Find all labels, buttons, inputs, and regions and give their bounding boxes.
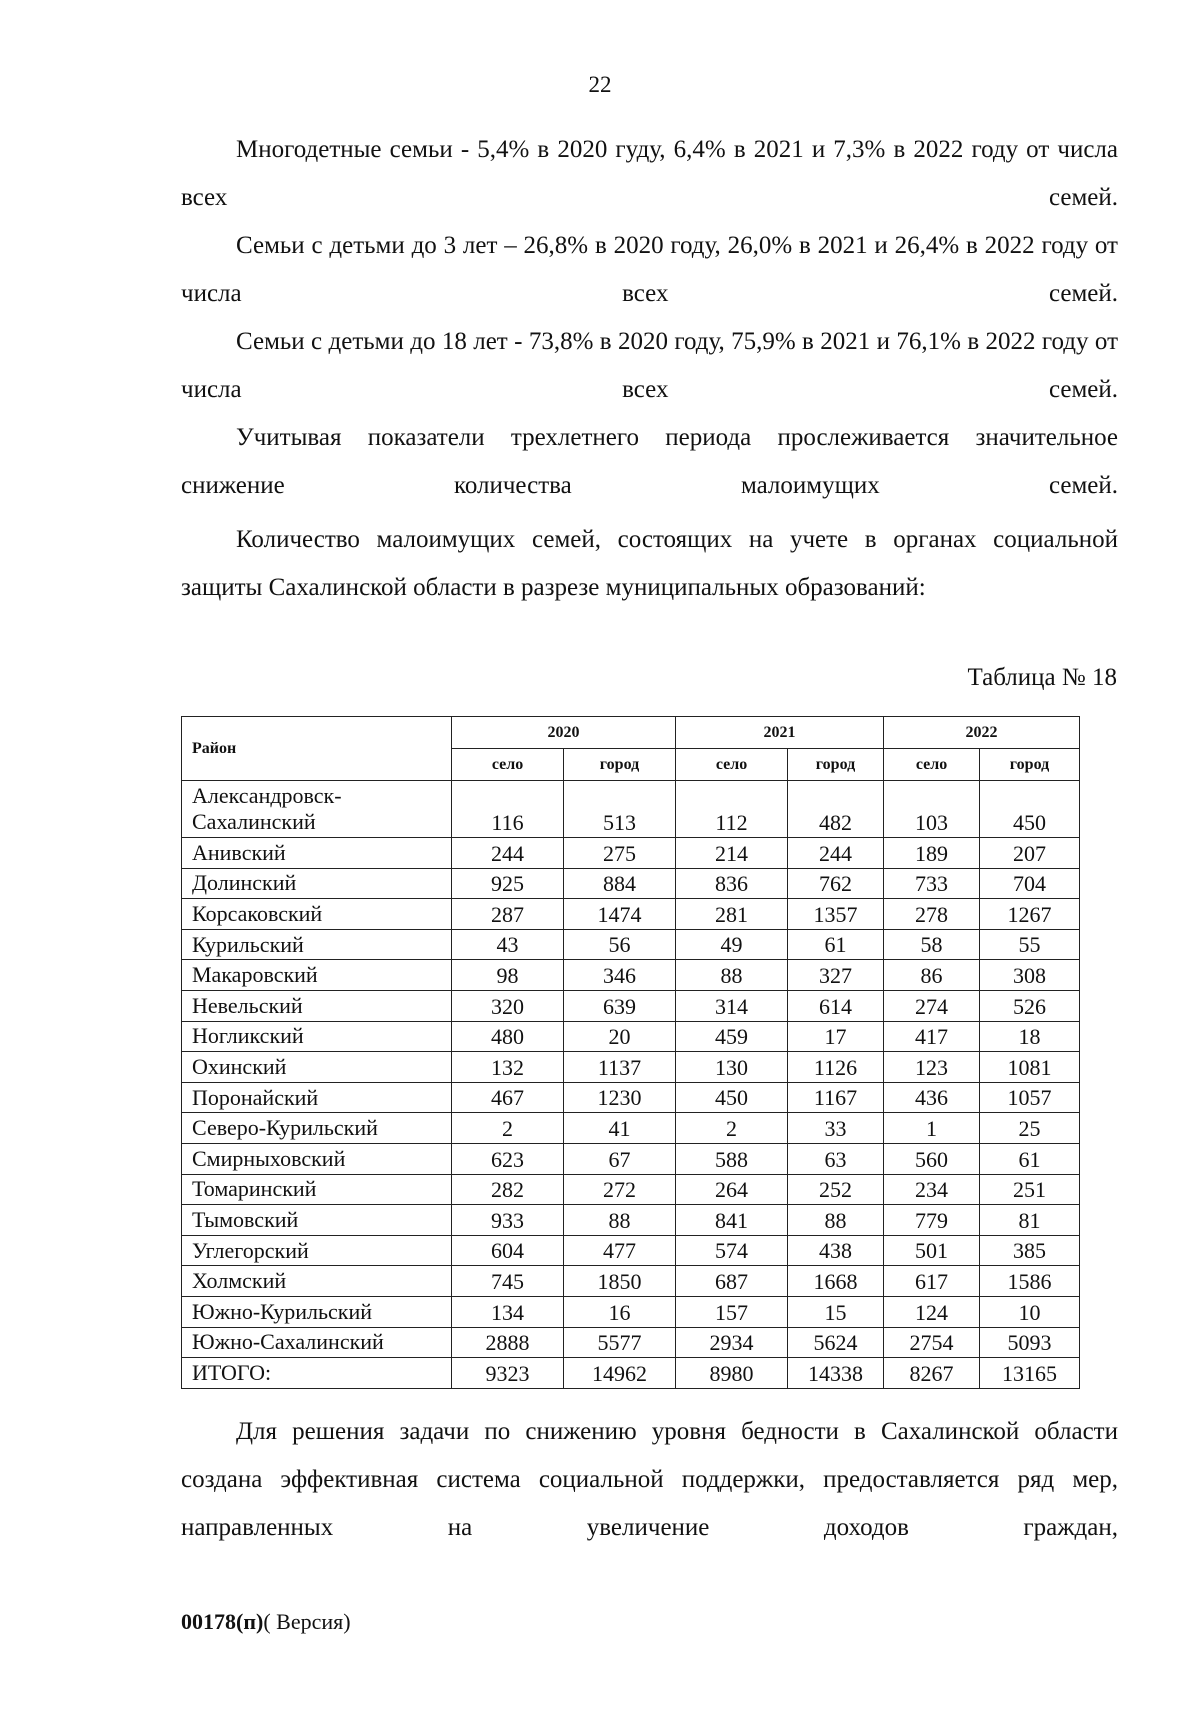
value-cell: 1850 (564, 1266, 676, 1297)
value-cell: 264 (676, 1174, 788, 1205)
value-cell: 617 (884, 1266, 980, 1297)
value-cell: 1126 (788, 1052, 884, 1083)
value-cell: 2888 (452, 1327, 564, 1358)
value-cell: 1357 (788, 899, 884, 930)
value-cell: 287 (452, 899, 564, 930)
district-name: Курильский (182, 929, 452, 960)
value-cell: 314 (676, 990, 788, 1021)
header-selo: село (452, 749, 564, 781)
value-cell: 17 (788, 1021, 884, 1052)
table-row (182, 1235, 1080, 1266)
value-cell: 2 (676, 1113, 788, 1144)
value-cell: 308 (980, 960, 1080, 991)
table-row (182, 929, 1080, 960)
district-name: Невельский (182, 990, 452, 1021)
table-row (182, 1327, 1080, 1358)
value-cell: 61 (788, 929, 884, 960)
value-cell: 252 (788, 1174, 884, 1205)
value-cell: 16 (564, 1296, 676, 1327)
table-row (182, 1143, 1080, 1174)
value-cell: 836 (676, 868, 788, 899)
value-cell: 450 (676, 1082, 788, 1113)
value-cell: 1167 (788, 1082, 884, 1113)
district-name: Долинский (182, 868, 452, 899)
value-cell: 8980 (676, 1358, 788, 1389)
value-cell: 5093 (980, 1327, 1080, 1358)
table-row (182, 868, 1080, 899)
value-cell: 477 (564, 1235, 676, 1266)
value-cell: 244 (452, 838, 564, 869)
paragraph-table-intro: Количество малоимущих семей, состоящих на учете в органах социальной защиты Сахалинской области в разрезе муниципальных образований: (181, 526, 1118, 601)
district-name: Северо-Курильский (182, 1113, 452, 1144)
value-cell: 2 (452, 1113, 564, 1144)
district-name: Южно-Курильский (182, 1296, 452, 1327)
value-cell: 88 (676, 960, 788, 991)
paragraph-three-year-trend: Учитывая показатели трехлетнего периода прослеживается значительное снижение количества малоимущих семей. (181, 424, 1118, 499)
value-cell: 189 (884, 838, 980, 869)
value-cell: 63 (788, 1143, 884, 1174)
value-cell: 81 (980, 1205, 1080, 1236)
value-cell: 687 (676, 1266, 788, 1297)
value-cell: 1 (884, 1113, 980, 1144)
value-cell: 14338 (788, 1358, 884, 1389)
value-cell: 884 (564, 868, 676, 899)
value-cell: 560 (884, 1143, 980, 1174)
value-cell: 933 (452, 1205, 564, 1236)
district-name: Углегорский (182, 1235, 452, 1266)
district-name: Томаринский (182, 1174, 452, 1205)
district-name: Южно-Сахалинский (182, 1327, 452, 1358)
table-row (182, 960, 1080, 991)
value-cell: 501 (884, 1235, 980, 1266)
value-cell: 98 (452, 960, 564, 991)
value-cell: 116 (452, 781, 564, 838)
value-cell: 385 (980, 1235, 1080, 1266)
value-cell: 1081 (980, 1052, 1080, 1083)
value-cell: 5624 (788, 1327, 884, 1358)
table-row (182, 781, 1080, 838)
table-row (182, 1052, 1080, 1083)
value-cell: 1586 (980, 1266, 1080, 1297)
value-cell: 8267 (884, 1358, 980, 1389)
value-cell: 281 (676, 899, 788, 930)
value-cell: 450 (980, 781, 1080, 838)
value-cell: 459 (676, 1021, 788, 1052)
value-cell: 733 (884, 868, 980, 899)
value-cell: 123 (884, 1052, 980, 1083)
table-row (182, 838, 1080, 869)
value-cell: 41 (564, 1113, 676, 1144)
value-cell: 841 (676, 1205, 788, 1236)
value-cell: 33 (788, 1113, 884, 1144)
paragraph-children-under-3: Семьи с детьми до 3 лет – 26,8% в 2020 году, 26,0% в 2021 и 26,4% в 2022 году от числа всех семей. (181, 232, 1118, 307)
district-name: Тымовский (182, 1205, 452, 1236)
value-cell: 132 (452, 1052, 564, 1083)
value-cell: 1230 (564, 1082, 676, 1113)
value-cell: 157 (676, 1296, 788, 1327)
document-code (181, 1609, 351, 1635)
value-cell: 704 (980, 868, 1080, 899)
document-code-number: 00178(п) (181, 1609, 264, 1634)
value-cell: 346 (564, 960, 676, 991)
district-name: ИТОГО: (182, 1358, 452, 1389)
value-cell: 467 (452, 1082, 564, 1113)
value-cell: 14962 (564, 1358, 676, 1389)
value-cell: 112 (676, 781, 788, 838)
value-cell: 10 (980, 1296, 1080, 1327)
poor-families-table (181, 716, 1080, 1389)
value-cell: 482 (788, 781, 884, 838)
table-row (182, 1113, 1080, 1144)
district-name: Холмский (182, 1266, 452, 1297)
value-cell: 49 (676, 929, 788, 960)
value-cell: 251 (980, 1174, 1080, 1205)
value-cell: 272 (564, 1174, 676, 1205)
table-caption: Таблица № 18 (967, 664, 1117, 691)
value-cell: 15 (788, 1296, 884, 1327)
header-gorod: город (564, 749, 676, 781)
value-cell: 18 (980, 1021, 1080, 1052)
value-cell: 9323 (452, 1358, 564, 1389)
header-gorod: город (980, 749, 1080, 781)
value-cell: 274 (884, 990, 980, 1021)
value-cell: 278 (884, 899, 980, 930)
header-selo: село (884, 749, 980, 781)
value-cell: 762 (788, 868, 884, 899)
value-cell: 574 (676, 1235, 788, 1266)
district-name: Охинский (182, 1052, 452, 1083)
table-row (182, 1358, 1080, 1389)
district-name: Анивский (182, 838, 452, 869)
value-cell: 56 (564, 929, 676, 960)
value-cell: 925 (452, 868, 564, 899)
value-cell: 58 (884, 929, 980, 960)
value-cell: 436 (884, 1082, 980, 1113)
value-cell: 67 (564, 1143, 676, 1174)
table-row (182, 899, 1080, 930)
value-cell: 43 (452, 929, 564, 960)
value-cell: 320 (452, 990, 564, 1021)
value-cell: 614 (788, 990, 884, 1021)
paragraph-poverty-measures: Для решения задачи по снижению уровня бедности в Сахалинской области создана эффективная система социальной поддержки, предоставляется ряд мер, направленных на увеличение доходов граждан, (181, 1418, 1118, 1541)
value-cell: 25 (980, 1113, 1080, 1144)
document-version: ( Версия) (263, 1609, 351, 1634)
value-cell: 623 (452, 1143, 564, 1174)
district-name: Поронайский (182, 1082, 452, 1113)
value-cell: 604 (452, 1235, 564, 1266)
district-name: Ногликский (182, 1021, 452, 1052)
value-cell: 124 (884, 1296, 980, 1327)
value-cell: 20 (564, 1021, 676, 1052)
table-row (182, 1205, 1080, 1236)
header-district: Район (182, 717, 452, 781)
value-cell: 327 (788, 960, 884, 991)
value-cell: 1668 (788, 1266, 884, 1297)
value-cell: 55 (980, 929, 1080, 960)
header-selo: село (676, 749, 788, 781)
district-name: Смирныховский (182, 1143, 452, 1174)
value-cell: 5577 (564, 1327, 676, 1358)
value-cell: 103 (884, 781, 980, 838)
value-cell: 417 (884, 1021, 980, 1052)
value-cell: 88 (564, 1205, 676, 1236)
value-cell: 1137 (564, 1052, 676, 1083)
value-cell: 526 (980, 990, 1080, 1021)
value-cell: 588 (676, 1143, 788, 1174)
header-gorod: город (788, 749, 884, 781)
district-name: Александровск-Сахалинский (182, 781, 452, 838)
header-year-2021: 2021 (676, 717, 884, 749)
value-cell: 88 (788, 1205, 884, 1236)
table-row (182, 1296, 1080, 1327)
table-header-row-years (182, 717, 1080, 749)
value-cell: 244 (788, 838, 884, 869)
value-cell: 207 (980, 838, 1080, 869)
value-cell: 61 (980, 1143, 1080, 1174)
value-cell: 438 (788, 1235, 884, 1266)
paragraph-large-families: Многодетные семьи - 5,4% в 2020 гуду, 6,4% в 2021 и 7,3% в 2022 году от числа всех семей. (181, 136, 1118, 211)
table-row (182, 1266, 1080, 1297)
value-cell: 1474 (564, 899, 676, 930)
value-cell: 130 (676, 1052, 788, 1083)
value-cell: 779 (884, 1205, 980, 1236)
table-row (182, 1021, 1080, 1052)
value-cell: 86 (884, 960, 980, 991)
value-cell: 275 (564, 838, 676, 869)
value-cell: 1057 (980, 1082, 1080, 1113)
value-cell: 282 (452, 1174, 564, 1205)
value-cell: 214 (676, 838, 788, 869)
value-cell: 513 (564, 781, 676, 838)
table-row (182, 990, 1080, 1021)
value-cell: 2754 (884, 1327, 980, 1358)
value-cell: 2934 (676, 1327, 788, 1358)
value-cell: 639 (564, 990, 676, 1021)
district-name: Макаровский (182, 960, 452, 991)
header-year-2022: 2022 (884, 717, 1080, 749)
value-cell: 234 (884, 1174, 980, 1205)
value-cell: 13165 (980, 1358, 1080, 1389)
value-cell: 1267 (980, 899, 1080, 930)
page-number: 22 (588, 72, 612, 97)
paragraph-children-under-18: Семьи с детьми до 18 лет - 73,8% в 2020 году, 75,9% в 2021 и 76,1% в 2022 году от числа всех семей. (181, 328, 1118, 403)
value-cell: 745 (452, 1266, 564, 1297)
district-name: Корсаковский (182, 899, 452, 930)
header-year-2020: 2020 (452, 717, 676, 749)
table-row (182, 1082, 1080, 1113)
value-cell: 134 (452, 1296, 564, 1327)
value-cell: 480 (452, 1021, 564, 1052)
table-row (182, 1174, 1080, 1205)
